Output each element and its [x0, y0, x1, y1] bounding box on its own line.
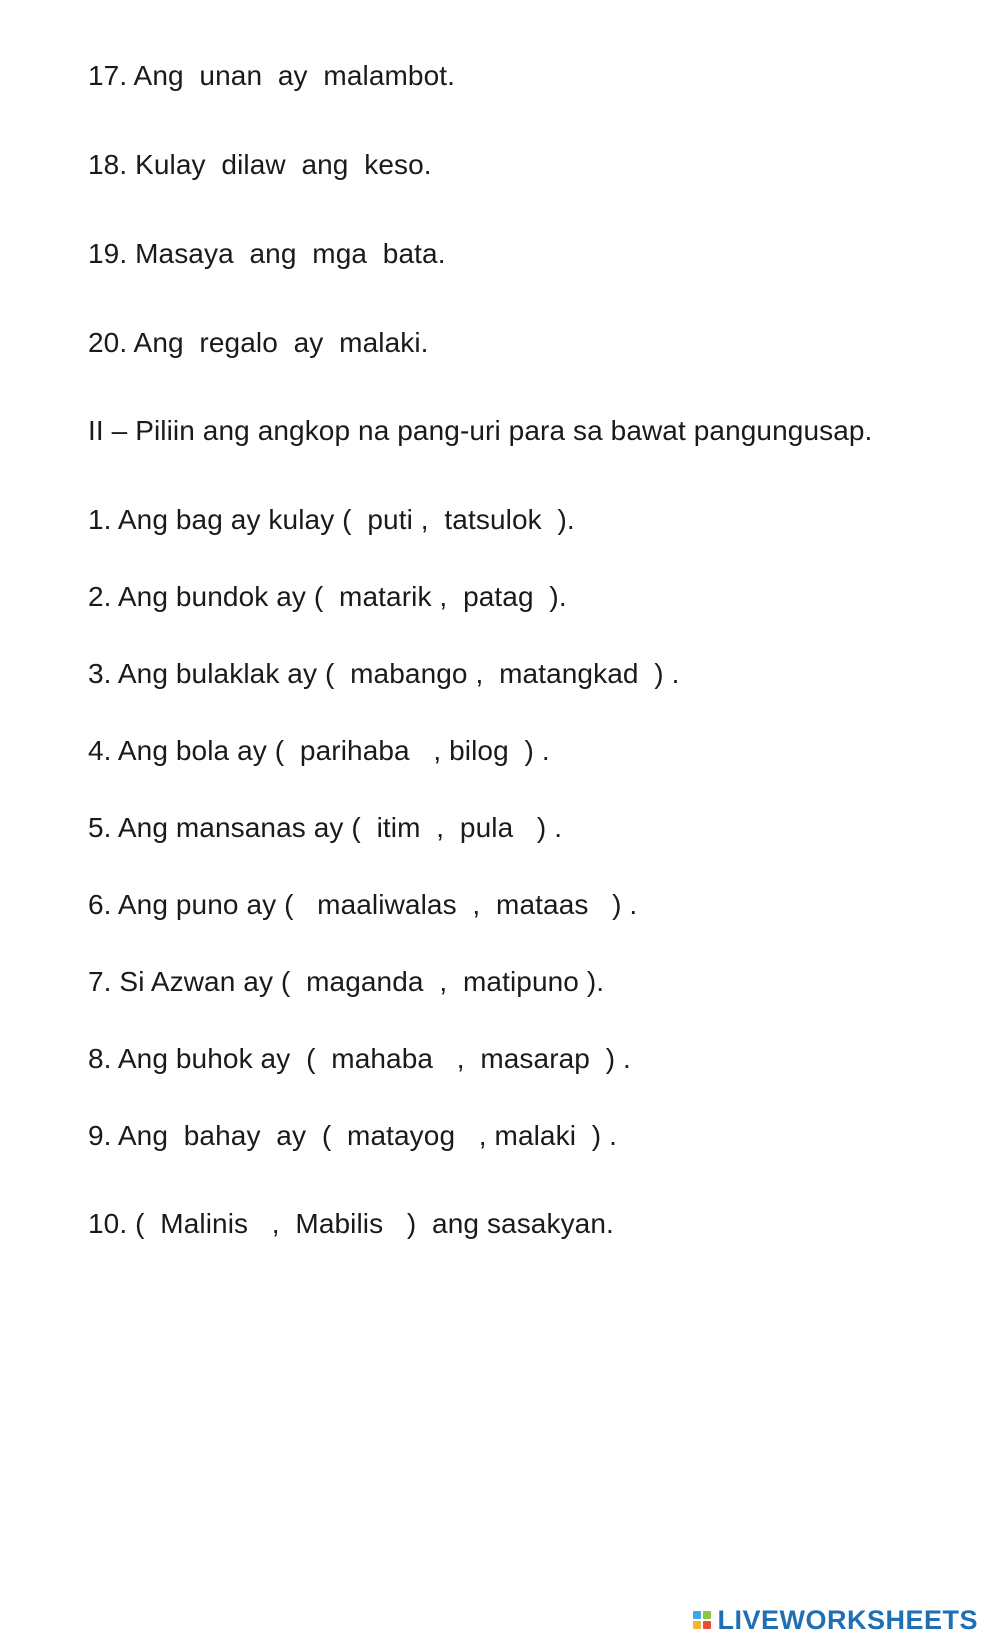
logo-square-yellow — [693, 1621, 701, 1629]
question-19: 19. Masaya ang mga bata. — [88, 238, 446, 269]
choice-question-4: 4. Ang bola ay ( parihaba , bilog ) . — [88, 735, 550, 766]
logo-square-red — [703, 1621, 711, 1629]
choice-question-2: 2. Ang bundok ay ( matarik , patag ). — [88, 581, 567, 612]
choice-question-7: 7. Si Azwan ay ( maganda , matipuno ). — [88, 966, 605, 997]
choice-question-8: 8. Ang buhok ay ( mahaba , masarap ) . — [88, 1043, 631, 1074]
logo-text: LIVEWORKSHEETS — [717, 1604, 978, 1635]
question-18: 18. Kulay dilaw ang keso. — [88, 149, 432, 180]
question-17: 17. Ang unan ay malambot. — [88, 60, 456, 91]
choice-question-3: 3. Ang bulaklak ay ( mabango , matangkad ) . — [88, 658, 680, 689]
choice-question-5: 5. Ang mansanas ay ( itim , pula ) . — [88, 812, 563, 843]
question-20: 20. Ang regalo ay malaki. — [88, 327, 429, 358]
choice-question-1: 1. Ang bag ay kulay ( puti , tatsulok ). — [88, 504, 575, 535]
choice-question-10: 10. ( Malinis , Mabilis ) ang sasakyan. — [88, 1208, 614, 1239]
liveworksheets-logo — [693, 1603, 978, 1637]
section-ii-instruction: II – Piliin ang angkop na pang-uri para sa bawat pangungusap. — [88, 415, 873, 446]
logo-square-blue — [693, 1611, 701, 1619]
logo-square-green — [703, 1611, 711, 1619]
choice-question-9: 9. Ang bahay ay ( matayog , malaki ) . — [88, 1120, 617, 1151]
logo-squares-icon — [693, 1611, 711, 1629]
choice-question-6: 6. Ang puno ay ( maaliwalas , mataas ) . — [88, 889, 638, 920]
